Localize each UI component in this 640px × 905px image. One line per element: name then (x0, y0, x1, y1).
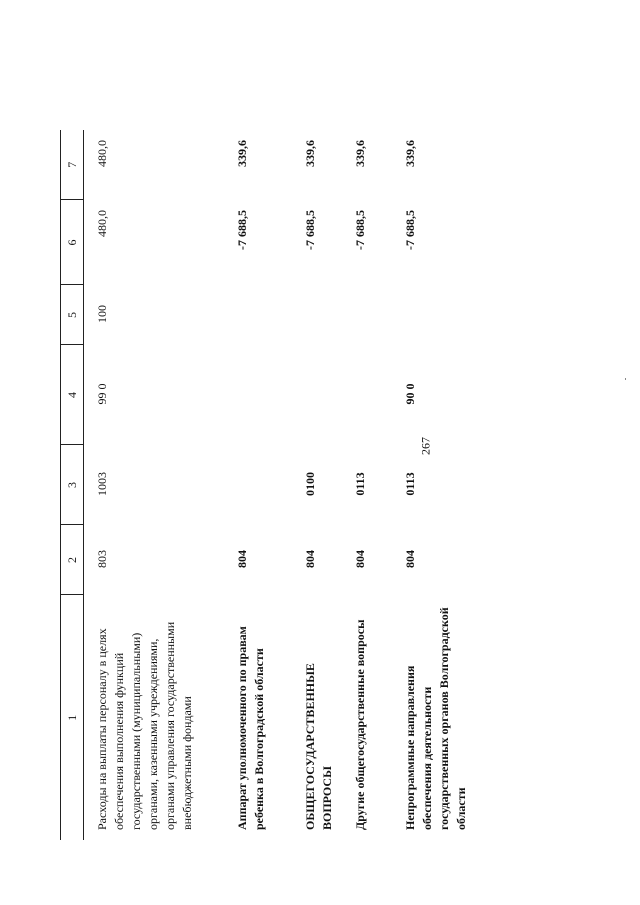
cell-col6: 480,0 (95, 210, 109, 237)
cell-col4 (342, 345, 392, 445)
row-name: ОБЩЕГОСУДАРСТВЕННЫЕ ВОПРОСЫ (303, 663, 334, 830)
cell-col6: -7 688,5 (403, 210, 417, 250)
col-header-3: 3 (61, 445, 84, 525)
cell-col6: -7 688,5 (235, 210, 249, 250)
row-name: Другие общегосударственные вопросы (353, 619, 367, 830)
row-name: Непрограммные направления обеспечения деятельности государственных органов Волгоградской области (403, 607, 468, 830)
cell-col5 (342, 285, 392, 345)
col-header-1: 1 (61, 595, 84, 840)
cell-col2: 804 (403, 550, 417, 568)
table-row (84, 130, 225, 840)
col-header-7: 7 (61, 130, 84, 200)
cell-col2: 804 (235, 550, 249, 568)
col-header-5: 5 (61, 285, 84, 345)
cell-col7: 339,6 (403, 140, 417, 167)
cell-col7: 339,6 (235, 140, 249, 167)
budget-table (60, 130, 482, 840)
table-row (392, 130, 482, 840)
cell-col4: 99 0 (95, 383, 109, 405)
cell-col5: 100 (95, 305, 109, 323)
col-header-2: 2 (61, 525, 84, 595)
cell-col7: 339,6 (303, 140, 317, 167)
table-row (224, 130, 292, 840)
cell-col3: 0113 (403, 472, 417, 496)
col-header-4: 4 (61, 345, 84, 445)
budget-table-rotated (60, 130, 468, 840)
cell-col4: 90 0 (403, 383, 417, 405)
cell-col4 (224, 345, 292, 445)
cell-col2: 804 (303, 550, 317, 568)
row-name: Аппарат уполномоченного по правам ребенка в Волгоградской области (235, 626, 266, 830)
table-row (342, 130, 392, 840)
header-row (61, 130, 84, 840)
cell-col5 (292, 285, 342, 345)
cell-col7: 480,0 (95, 140, 109, 167)
cell-col6: -7 688,5 (303, 210, 317, 250)
table-row (292, 130, 342, 840)
row-name: Расходы на выплаты персоналу в целях обеспечения выполнения функций государственными (муниципальными) органами, казенными учреждениями, органами управления государственными внебюджетными фондами (95, 621, 194, 830)
cell-col5 (224, 285, 292, 345)
col-header-6: 6 (61, 200, 84, 285)
page-number: 267 (418, 437, 433, 455)
cell-col3: 0113 (353, 472, 367, 496)
cell-col2: 804 (353, 550, 367, 568)
cell-col4 (292, 345, 342, 445)
cell-col6: -7 688,5 (353, 210, 367, 250)
cell-col5 (392, 285, 482, 345)
cell-col7: 339,6 (353, 140, 367, 167)
scan-speck (625, 378, 626, 380)
cell-col3: 0100 (303, 472, 317, 496)
cell-col3: 1003 (95, 472, 109, 496)
cell-col3 (224, 445, 292, 525)
cell-col2: 803 (95, 550, 109, 568)
